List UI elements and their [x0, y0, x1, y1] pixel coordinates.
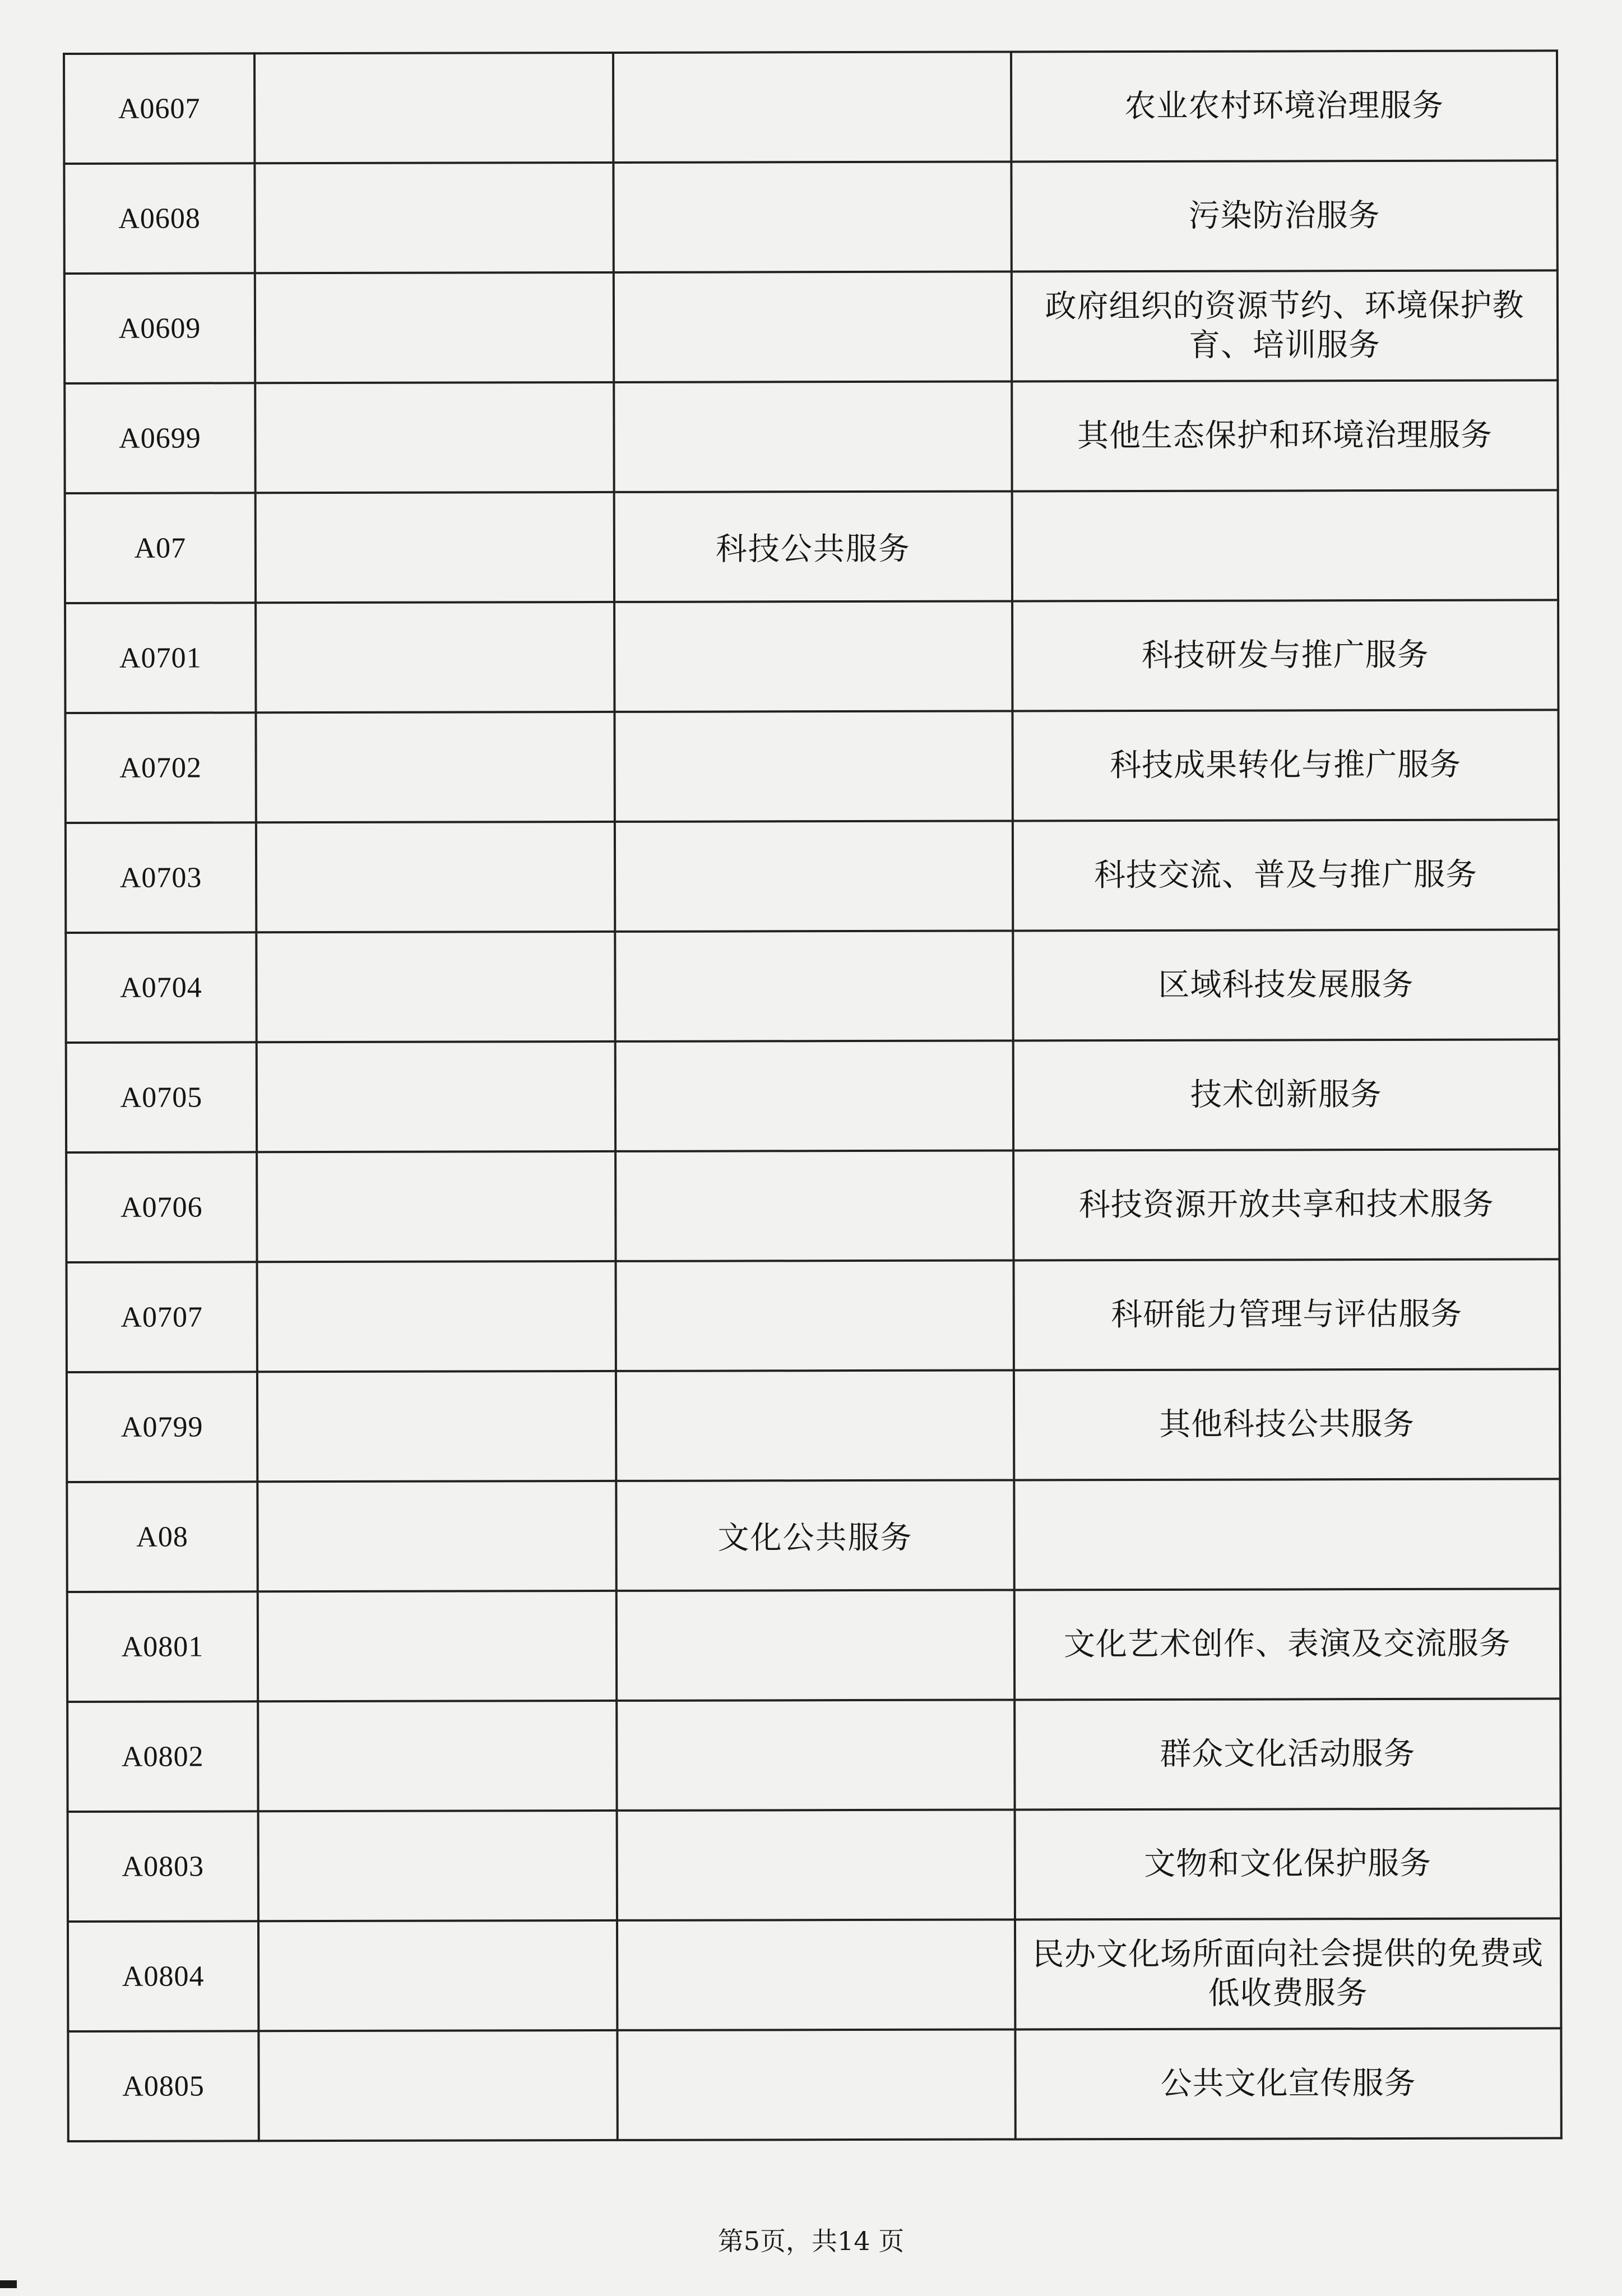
category-cell — [614, 381, 1012, 492]
subcategory-cell: 其他科技公共服务 — [1014, 1369, 1560, 1480]
scan-corner-mark — [0, 2280, 17, 2288]
service-code-cell: A0804 — [68, 1921, 258, 2031]
category-cell — [615, 1040, 1013, 1151]
category-cell — [614, 601, 1012, 711]
service-code-cell: A0702 — [65, 712, 256, 823]
table-row — [67, 1589, 1560, 1702]
subcategory-cell: 污染防治服务 — [1011, 160, 1557, 271]
blank-cell — [257, 1151, 615, 1262]
service-code-cell: A0801 — [67, 1591, 258, 1702]
table-row — [64, 50, 1557, 164]
table-row — [66, 929, 1559, 1043]
service-code-cell: A0805 — [68, 2031, 258, 2141]
subcategory-cell: 公共文化宣传服务 — [1015, 2028, 1561, 2139]
service-code-cell: A0705 — [66, 1042, 257, 1152]
service-code-cell: A0701 — [65, 603, 256, 713]
blank-cell — [256, 932, 615, 1042]
subcategory-cell: 政府组织的资源节约、环境保护教育、培训服务 — [1012, 270, 1558, 381]
category-cell — [617, 1590, 1014, 1700]
blank-cell — [258, 2030, 617, 2141]
category-cell — [614, 271, 1012, 382]
subcategory-cell: 区域科技发展服务 — [1013, 929, 1559, 1040]
subcategory-cell: 科技资源开放共享和技术服务 — [1013, 1149, 1559, 1260]
category-cell — [617, 1809, 1015, 1920]
subcategory-cell — [1012, 490, 1558, 601]
service-code-cell: A0608 — [64, 163, 254, 274]
subcategory-cell: 文化艺术创作、表演及交流服务 — [1014, 1589, 1560, 1700]
table-row — [66, 1039, 1559, 1152]
table-row — [65, 490, 1558, 603]
table-body — [64, 50, 1561, 2141]
category-cell: 科技公共服务 — [614, 491, 1012, 601]
service-code-cell: A0803 — [68, 1811, 258, 1922]
category-cell — [615, 931, 1013, 1041]
table-row — [67, 1259, 1560, 1372]
subcategory-cell: 科研能力管理与评估服务 — [1014, 1259, 1560, 1370]
blank-cell — [257, 1371, 616, 1482]
blank-cell — [256, 492, 614, 603]
blank-cell — [258, 1591, 617, 1701]
category-cell — [616, 1370, 1014, 1480]
category-cell: 文化公共服务 — [616, 1480, 1014, 1590]
blank-cell — [257, 1481, 616, 1591]
table-row — [64, 270, 1558, 383]
subcategory-cell: 群众文化活动服务 — [1014, 1698, 1560, 1809]
subcategory-cell: 技术创新服务 — [1013, 1039, 1559, 1150]
blank-cell — [254, 53, 613, 163]
subcategory-cell: 农业农村环境治理服务 — [1011, 50, 1557, 161]
category-cell — [617, 2029, 1015, 2140]
category-cell — [617, 1700, 1014, 1810]
service-catalog-table — [63, 49, 1563, 2142]
page-number: 第5页，共14 页 — [717, 2226, 905, 2256]
service-code-cell: A0704 — [66, 932, 256, 1043]
subcategory-cell: 民办文化场所面向社会提供的免费或低收费服务 — [1015, 1918, 1561, 2029]
category-cell — [613, 161, 1011, 272]
blank-cell — [255, 272, 614, 383]
service-code-cell: A0699 — [64, 383, 255, 493]
table-row — [65, 600, 1558, 713]
table-row — [67, 1698, 1560, 1812]
subcategory-cell: 其他生态保护和环境治理服务 — [1012, 380, 1558, 491]
service-code-cell: A07 — [65, 493, 256, 603]
service-code-cell: A0802 — [67, 1701, 258, 1812]
category-cell — [617, 1919, 1015, 2030]
blank-cell — [256, 822, 615, 932]
service-code-cell: A0707 — [67, 1262, 257, 1372]
service-code-cell: A0799 — [67, 1372, 257, 1482]
table-row — [66, 1149, 1559, 1262]
table-row — [67, 1369, 1560, 1482]
table-row — [64, 160, 1557, 274]
table-row — [68, 1808, 1561, 1922]
service-code-cell: A0607 — [64, 53, 254, 164]
blank-cell — [255, 382, 614, 493]
subcategory-cell: 文物和文化保护服务 — [1015, 1808, 1561, 1919]
subcategory-cell — [1014, 1479, 1560, 1590]
category-cell — [615, 821, 1013, 931]
table-row — [67, 1479, 1560, 1592]
blank-cell — [258, 1811, 617, 1921]
category-cell — [613, 52, 1011, 162]
service-code-cell: A0609 — [64, 273, 255, 383]
blank-cell — [258, 1920, 617, 2031]
blank-cell — [254, 163, 613, 273]
blank-cell — [258, 1701, 617, 1811]
subcategory-cell: 科技交流、普及与推广服务 — [1013, 820, 1559, 931]
service-code-cell: A0703 — [66, 822, 256, 933]
blank-cell — [256, 712, 614, 822]
service-code-cell: A08 — [67, 1482, 257, 1592]
subcategory-cell: 科技成果转化与推广服务 — [1012, 710, 1558, 821]
category-cell — [614, 711, 1012, 821]
table-row — [68, 2028, 1561, 2141]
blank-cell — [256, 602, 614, 712]
table-row — [64, 380, 1558, 493]
table-row — [66, 820, 1559, 933]
table-row — [65, 710, 1558, 823]
blank-cell — [257, 1261, 616, 1372]
subcategory-cell: 科技研发与推广服务 — [1012, 600, 1558, 711]
service-code-cell: A0706 — [66, 1152, 257, 1262]
category-cell — [616, 1260, 1014, 1371]
blank-cell — [257, 1041, 615, 1152]
table-row — [68, 1918, 1561, 2031]
category-cell — [615, 1150, 1013, 1261]
